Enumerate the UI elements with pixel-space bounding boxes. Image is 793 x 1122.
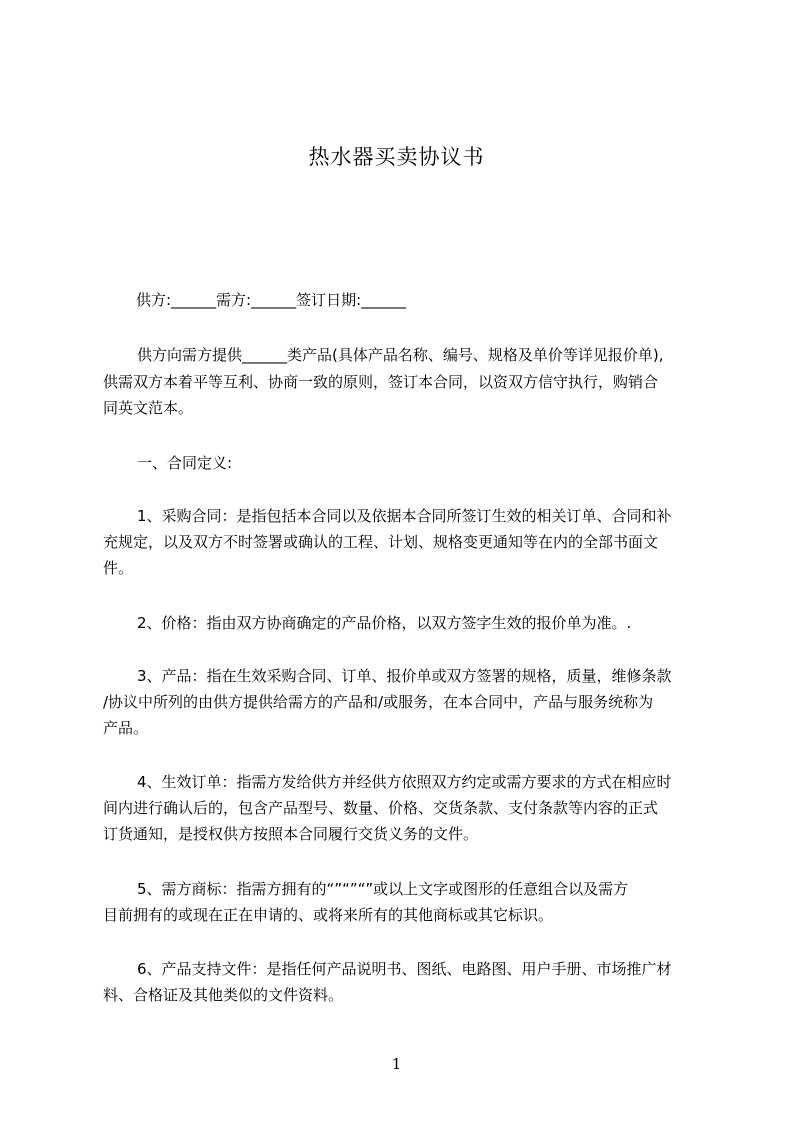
definition-6-line-2: 料、合格证及其他类似的文件资料。: [103, 986, 344, 1004]
definition-3-line-1: 3、产品：指在生效采购合同、订单、报价单或双方签署的规格，质量，维修条款: [137, 667, 672, 685]
definition-2-line-1: 2、价格：指由双方协商确定的产品价格，以双方签字生效的报价单为准。.: [137, 614, 632, 632]
section-heading: 一、合同定义:: [137, 454, 233, 472]
definition-1-line-3: 件。: [103, 559, 134, 577]
definition-5-line-2: 目前拥有的或现在正在申请的、或将来所有的其他商标或其它标识。: [103, 906, 554, 924]
intro-line-3: 同英文范本。: [103, 399, 194, 417]
definition-6-line-1: 6、产品支持文件：是指任何产品说明书、图纸、电路图、用户手册、市场推广材: [137, 960, 672, 978]
definition-3-line-3: 产品。: [103, 719, 149, 737]
definition-4-line-1: 4、生效订单：指需方发给供方并经供方依照双方约定或需方要求的方式在相应时: [137, 773, 672, 791]
definition-5-line-1: 5、需方商标：指需方拥有的“”“”“”或以上文字或图形的任意组合以及需方: [137, 880, 629, 898]
intro-line-2: 供需双方本着平等互利、协商一致的原则，签订本合同，以资双方信守执行，购销合: [103, 373, 659, 391]
definition-1-line-1: 1、采购合同：是指包括本合同以及依据本合同所签订生效的相关订单、合同和补: [137, 507, 672, 525]
definition-4-line-2: 间内进行确认后的，包含产品型号、数量、价格、交货条款、支付条款等内容的正式: [103, 799, 659, 817]
intro-line-1: 供方向需方提供______类产品(具体产品名称、编号、规格及单价等详见报价单),: [137, 346, 664, 364]
definition-4-line-3: 订货通知，是授权供方按照本合同履行交货义务的文件。: [103, 825, 479, 843]
definition-3-line-2: /协议中所列的由供方提供给需方的产品和/或服务，在本合同中，产品与服务统称为: [103, 693, 654, 711]
definition-1-line-2: 充规定，以及双方不时签署或确认的工程、计划、规格变更通知等在内的全部书面文: [103, 533, 659, 551]
parties-line: 供方:______需方:______签订日期:______: [136, 291, 407, 309]
page-number: 1: [391, 1055, 402, 1073]
document-title: 热水器买卖协议书: [308, 145, 485, 169]
